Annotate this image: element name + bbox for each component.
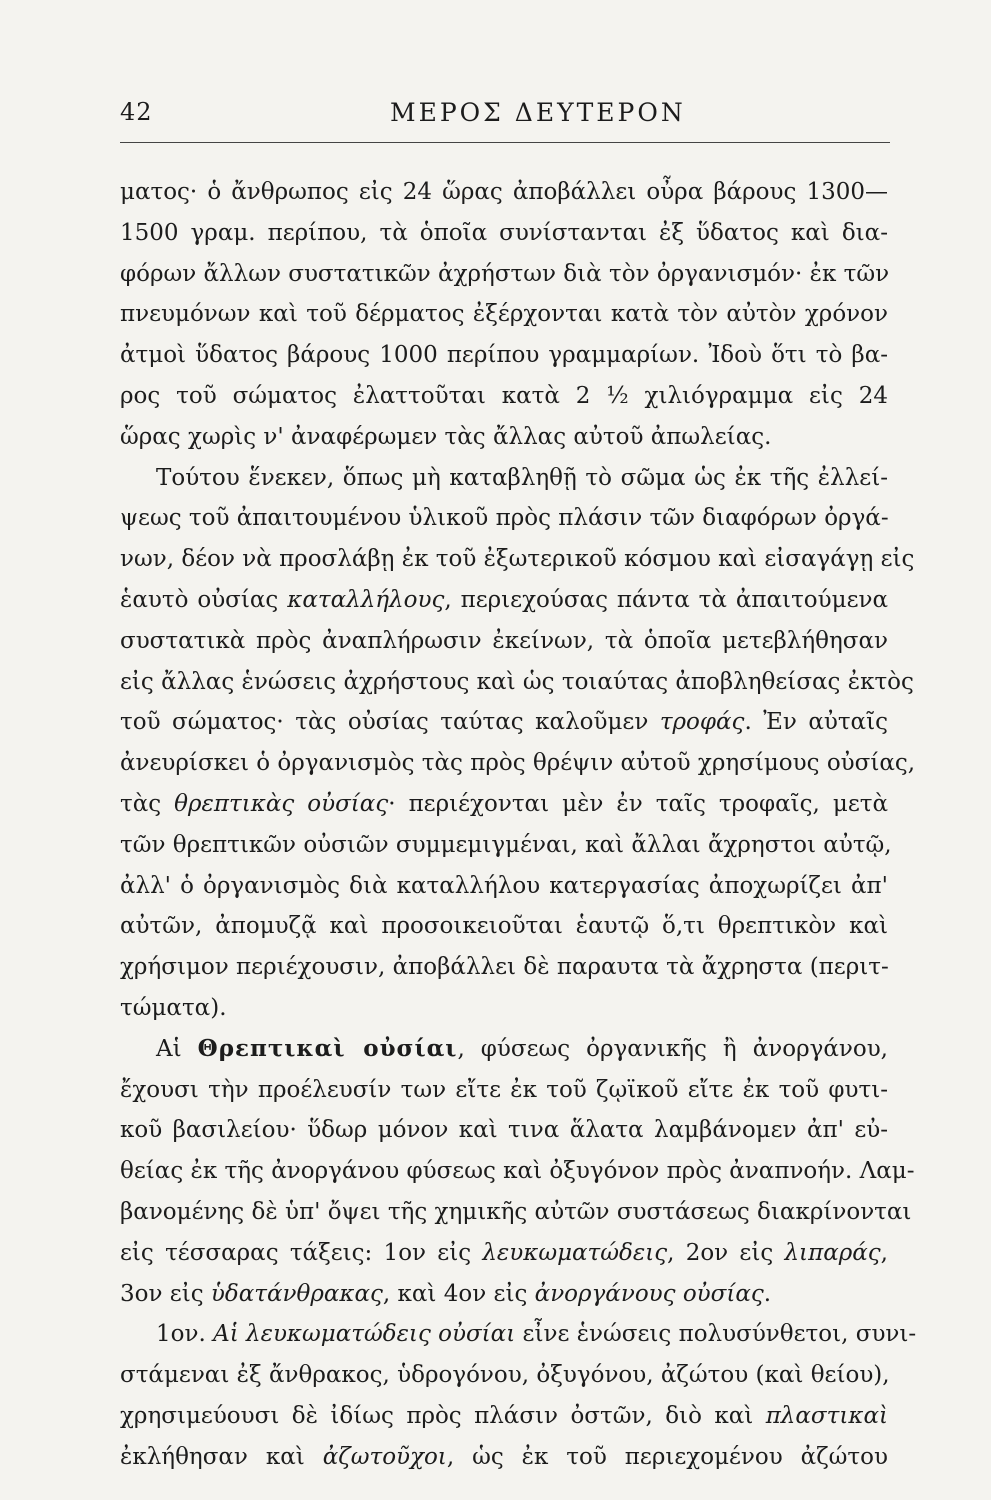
- text-line: ἀτμοὶ ὕδατος βάρους 1000 περίπου γραμμαρίων. Ἰδοὺ ὅτι τὸ βα-: [120, 342, 888, 369]
- text-line: Αἱ Θρεπτικαὶ οὐσίαι, φύσεως ὀργανικῆς ἢ ἀνοργάνου,: [156, 1034, 888, 1062]
- emphasis-text: ὑδατάνθρακας: [210, 1280, 383, 1307]
- text-line: εἰς ἄλλας ἑνώσεις ἀχρήστους καὶ ὡς τοιαύτας ἀποβληθείσας ἐκτὸς: [120, 668, 914, 695]
- text-line: τώματα).: [120, 994, 227, 1021]
- text-line: ἀλλ' ὁ ὀργανισμὸς διὰ καταλλήλου κατεργασίας ἀποχωρίζει ἀπ': [120, 872, 888, 899]
- text-line: θείας ἐκ τῆς ἀνοργάνου φύσεως καὶ ὀξυγόνον πρὸς ἀναπνοήν. Λαμ-: [120, 1158, 915, 1185]
- section-heading-text: Θρεπτικαὶ οὐσίαι: [197, 1034, 458, 1062]
- text-line: φόρων ἄλλων συστατικῶν ἀχρήστων διὰ τὸν ὀργανισμόν· ἐκ τῶν: [120, 260, 890, 287]
- text-line: πνευμόνων καὶ τοῦ δέρματος ἐξέρχονται κατὰ τὸν αὐτὸν χρόνον: [120, 301, 888, 328]
- text-line: κοῦ βασιλείου· ὕδωρ μόνον καὶ τινα ἅλατα λαμβάνομεν ἀπ' εὐ-: [120, 1117, 888, 1144]
- text-line: τὰς θρεπτικὰς οὐσίας· περιέχονται μὲν ἐν ταῖς τροφαῖς, μετὰ: [120, 790, 889, 817]
- running-head: [120, 92, 890, 144]
- text-line: στάμεναι ἐξ ἄνθρακος, ὑδρογόνου, ὀξυγόνου, ἀζώτου (καὶ θείου),: [120, 1362, 890, 1389]
- text-line: τῶν θρεπτικῶν οὐσιῶν συμμεμιγμέναι, καὶ ἄλλαι ἄχρηστοι αὐτῷ,: [120, 831, 892, 858]
- text-line: βανομένης δὲ ὑπ' ὄψει τῆς χημικῆς αὐτῶν συστάσεως διακρίνονται: [120, 1198, 912, 1225]
- text-line: συστατικὰ πρὸς ἀναπλήρωσιν ἐκείνων, τὰ ὁποῖα μετεβλήθησαν: [120, 627, 888, 654]
- text-line: 3ον εἰς ὑδατάνθρακας, καὶ 4ον εἰς ἀνοργάνους οὐσίας.: [120, 1280, 772, 1307]
- text-line: εἰς τέσσαρας τάξεις: 1ον εἰς λευκωματώδεις, 2ον εἰς λιπαράς,: [120, 1239, 888, 1266]
- text-line: ρος τοῦ σώματος ἐλαττοῦται κατὰ 2 ½ χιλιόγραμμα εἰς 24: [120, 382, 888, 409]
- emphasis-text: ἀζωτοῦχοι: [322, 1443, 447, 1470]
- running-title: ΜΕΡΟΣ ΔΕΥΤΕΡΟΝ: [390, 98, 686, 127]
- header-rule: [120, 142, 890, 143]
- emphasis-text: ἀνοργάνους οὐσίας: [534, 1280, 764, 1307]
- text-line: Τούτου ἕνεκεν, ὅπως μὴ καταβληθῇ τὸ σῶμα ὡς ἐκ τῆς ἐλλεί-: [156, 464, 888, 491]
- text-line: αὐτῶν, ἀπομυζᾷ καὶ προσοικειοῦται ἑαυτῷ ὅ,τι θρεπτικὸν καὶ: [120, 913, 888, 940]
- emphasis-text: λευκωματώδεις: [482, 1239, 668, 1266]
- text-line: ἐκλήθησαν καὶ ἀζωτοῦχοι, ὡς ἐκ τοῦ περιεχομένου ἀζώτου: [120, 1443, 888, 1470]
- text-line: νων, δέον νὰ προσλάβῃ ἐκ τοῦ ἐξωτερικοῦ κόσμου καὶ εἰσαγάγῃ εἰς: [120, 546, 915, 573]
- text-line: ματος· ὁ ἄνθρωπος εἰς 24 ὥρας ἀποβάλλει οὖρα βάρους 1300—: [120, 179, 888, 205]
- text-line: ἀνευρίσκει ὁ ὀργανισμὸς τὰς πρὸς θρέψιν αὐτοῦ χρησίμους οὐσίας,: [120, 750, 916, 777]
- emphasis-text: Αἱ λευκωματώδεις οὐσίαι: [213, 1321, 516, 1348]
- emphasis-text: λιπαράς: [784, 1239, 881, 1266]
- emphasis-text: τροφάς: [659, 709, 745, 736]
- emphasis-text: πλαστικαὶ: [765, 1402, 888, 1429]
- text-line: ψεως τοῦ ἀπαιτουμένου ὑλικοῦ πρὸς πλάσιν τῶν διαφόρων ὀργά-: [120, 505, 889, 532]
- text-line: χρήσιμον περιέχουσιν, ἀποβάλλει δὲ παραυτα τὰ ἄχρηστα (περιτ-: [120, 954, 889, 981]
- page-number: 42: [120, 98, 153, 126]
- text-line: ὥρας χωρὶς ν' ἀναφέρωμεν τὰς ἄλλας αὐτοῦ ἀπωλείας.: [120, 423, 772, 450]
- emphasis-text: θρεπτικὰς οὐσίας: [174, 790, 389, 817]
- text-line: 1ον. Αἱ λευκωματώδεις οὐσίαι εἶνε ἑνώσεις πολυσύνθετοι, συνι-: [156, 1321, 917, 1348]
- emphasis-text: καταλλήλους: [287, 586, 445, 613]
- text-line: ἑαυτὸ οὐσίας καταλλήλους, περιεχούσας πάντα τὰ ἀπαιτούμενα: [120, 586, 888, 613]
- text-line: χρησιμεύουσι δὲ ἰδίως πρὸς πλάσιν ὀστῶν, διὸ καὶ πλαστικαὶ: [120, 1402, 888, 1429]
- text-line: τοῦ σώματος· τὰς οὐσίας ταύτας καλοῦμεν τροφάς. Ἐν αὐταῖς: [120, 709, 888, 736]
- text-line: ἔχουσι τὴν προέλευσίν των εἴτε ἐκ τοῦ ζῳϊκοῦ εἴτε ἐκ τοῦ φυτι-: [120, 1076, 888, 1103]
- body-text: [120, 172, 917, 1478]
- text-line: 1500 γραμ. περίπου, τὰ ὁποῖα συνίστανται ἐξ ὕδατος καὶ δια-: [120, 219, 888, 246]
